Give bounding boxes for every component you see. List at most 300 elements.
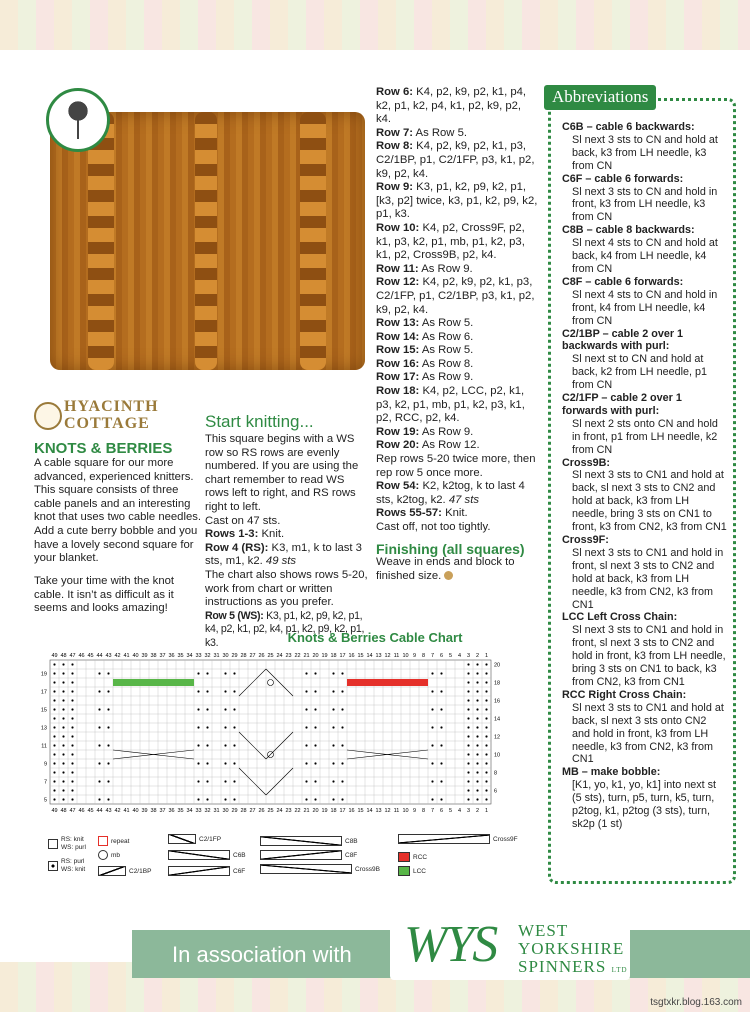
wys-company-name: WEST YORKSHIRE SPINNERS LTD [518, 921, 628, 976]
chart-title: Knots & Berries Cable Chart [287, 630, 463, 645]
row-label-left: 5 [43, 797, 47, 804]
row-instruction: Row 8: K4, p2, k9, p2, k1, p3, C2/1BP, p1, C2/1FP, p3, k1, p2, k9, p2, k4. [376, 140, 535, 180]
purl-dot [476, 717, 478, 719]
row-4: Row 4 (RS): K3, m1, k to last 3 sts, m1, k2. 49 sts [205, 541, 362, 568]
col-label: 19 [321, 653, 328, 659]
watermark: tsgtxkr.blog.163.com [650, 997, 742, 1008]
abbreviation-item: C6B – cable 6 backwards: Sl next 3 sts to CN and hold at back, k3 from LH needle, k3 from CN [562, 121, 718, 172]
row-label-left: 15 [40, 707, 47, 714]
purl-dot [305, 690, 307, 692]
purl-dot [53, 744, 55, 746]
rows-55-57: Rows 55-57: Knit. [376, 507, 468, 520]
col-label: 5 [448, 653, 453, 659]
purl-dot [71, 735, 73, 737]
lcc-bar [113, 679, 194, 686]
col-label: 1 [484, 808, 489, 814]
purl-dot [485, 780, 487, 782]
purl-dot [197, 726, 199, 728]
purl-dot [485, 672, 487, 674]
purl-dot [467, 753, 469, 755]
purl-dot [476, 708, 478, 710]
chart-legend [48, 830, 528, 880]
purl-dot [71, 672, 73, 674]
purl-dot [62, 690, 64, 692]
purl-dot [71, 789, 73, 791]
purl-dot [107, 762, 109, 764]
abbreviation-item: C8B – cable 8 backwards: Sl next 4 sts to CN and hold at back, k4 from LH needle, k4 from CN [562, 224, 718, 275]
knitted-square-photo [50, 112, 365, 370]
floral-border-top [0, 0, 750, 50]
purl-dot [476, 690, 478, 692]
col-label: 25 [267, 808, 274, 814]
rows-1-3: Rows 1-3: Knit. [205, 528, 285, 541]
purl-dot [98, 798, 100, 800]
purl-dot [485, 798, 487, 800]
purl-dot [206, 780, 208, 782]
col-label: 31 [213, 653, 220, 659]
col-label: 35 [177, 808, 184, 814]
purl-dot [107, 726, 109, 728]
purl-dot [467, 690, 469, 692]
cast-off: Cast off, not too tightly. [376, 521, 491, 533]
col-label: 21 [303, 808, 310, 814]
col-label: 9 [412, 653, 417, 659]
row-label-left: 9 [43, 761, 47, 768]
start-intro: This square begins with a WS row so RS rows are evenly numbered. If you are using the chart remember to read WS rows left to right, and RS rows right to left. [205, 433, 359, 513]
col-label: 16 [348, 808, 355, 814]
purl-dot [224, 726, 226, 728]
row-instruction: Row 11: As Row 9. [376, 262, 473, 275]
purl-dot [476, 663, 478, 665]
wys-logo: WYS [404, 916, 497, 973]
purl-dot [98, 708, 100, 710]
col-label: 30 [222, 808, 229, 814]
legend-c6b: C6B [168, 850, 246, 860]
purl-dot [485, 708, 487, 710]
row-5: Row 5 (WS): K3, p1, k2, p9, k2, p1, k4, p2, k1, p2, k4, p1, k2, p9, k2, p1, k3. [205, 609, 365, 649]
col-label: 7 [430, 808, 435, 814]
purl-dot [62, 753, 64, 755]
purl-dot [107, 798, 109, 800]
col-label: 20 [312, 808, 319, 814]
cable-chart [36, 646, 536, 816]
col-label: 18 [330, 653, 337, 659]
row-label-left: 7 [43, 779, 47, 786]
purl-dot [233, 708, 235, 710]
row-instruction: Row 17: As Row 9. [376, 371, 474, 384]
purl-dot [476, 780, 478, 782]
row-label-right: 18 [494, 680, 501, 687]
legend-c8b: C8B [260, 836, 358, 846]
col-label: 37 [159, 653, 166, 659]
purl-dot [476, 681, 478, 683]
purl-dot [224, 798, 226, 800]
col-label: 14 [366, 653, 373, 659]
purl-dot [467, 798, 469, 800]
abbreviation-item: C6F – cable 6 forwards: Sl next 3 sts to CN and hold in front, k3 from LH needle, k3 from CN [562, 172, 718, 224]
col-label: 47 [69, 808, 76, 814]
purl-dot [476, 753, 478, 755]
col-label: 27 [249, 653, 256, 659]
col-label: 32 [204, 808, 211, 814]
legend-lcc: LCC [398, 866, 426, 876]
col-label: 6 [439, 653, 444, 659]
finishing-heading: Finishing (all squares) [376, 540, 525, 557]
abbreviation-item: Cross9F: Sl next 3 sts to CN1 and hold in front, sl next 3 sts to CN2 and hold at back, k3 from LH needle, k3 from CN2, k3 from CN1 [562, 534, 724, 611]
purl-dot [107, 690, 109, 692]
purl-dot [485, 744, 487, 746]
col-label: 48 [60, 653, 67, 659]
purl-dot [53, 753, 55, 755]
purl-dot [485, 690, 487, 692]
col-label: 11 [393, 808, 400, 814]
row-instruction: Row 13: As Row 5. [376, 317, 474, 330]
col-label: 24 [276, 653, 283, 659]
row-label-right: 16 [494, 698, 501, 705]
col-label: 8 [421, 653, 426, 659]
col-label: 45 [87, 808, 94, 814]
purl-dot [305, 744, 307, 746]
purl-dot [71, 762, 73, 764]
purl-dot [431, 672, 433, 674]
purl-dot [476, 699, 478, 701]
legend-mb: mb [98, 850, 120, 860]
purl-dot [53, 735, 55, 737]
col-label: 5 [448, 808, 453, 814]
purl-dot [467, 762, 469, 764]
start-knitting-column [205, 433, 370, 651]
purl-dot [53, 798, 55, 800]
purl-dot [341, 726, 343, 728]
purl-dot [467, 699, 469, 701]
purl-dot [53, 672, 55, 674]
col-label: 13 [375, 808, 382, 814]
purl-dot [197, 762, 199, 764]
col-label: 28 [240, 808, 247, 814]
purl-dot [341, 672, 343, 674]
abbreviation-item: RCC Right Cross Chain: Sl next 3 sts to CN1 and hold at back, sl next 3 sts onto CN2 and hold in front, k3 from LH needle, k3 from CN2, k3 from CN1 [562, 688, 724, 766]
purl-dot [62, 708, 64, 710]
abbreviations-list [562, 121, 727, 831]
purl-dot [62, 681, 64, 683]
purl-dot [485, 726, 487, 728]
purl-dot [467, 780, 469, 782]
purl-dot [476, 726, 478, 728]
purl-dot [467, 663, 469, 665]
legend-c8f: C8F [260, 850, 357, 860]
col-label: 47 [69, 653, 76, 659]
col-label: 23 [285, 653, 292, 659]
legend-cross9b: Cross9B [260, 864, 380, 874]
purl-dot [341, 744, 343, 746]
purl-dot [467, 672, 469, 674]
col-label: 35 [177, 653, 184, 659]
col-label: 37 [159, 808, 166, 814]
col-label: 29 [231, 653, 238, 659]
purl-dot [305, 798, 307, 800]
purl-dot [62, 798, 64, 800]
row-instruction: Row 14: As Row 6. [376, 330, 474, 343]
purl-dot [71, 699, 73, 701]
col-label: 3 [466, 808, 471, 814]
row-instruction: Row 12: K4, p2, k9, p2, k1, p3, C2/1FP, p1, C2/1BP, p3, k1, p2, k9, p2, k4. [376, 276, 535, 316]
col-label: 38 [150, 808, 157, 814]
purl-dot [53, 663, 55, 665]
abbreviation-item: Cross9B: Sl next 3 sts to CN1 and hold at back, sl next 3 sts to CN2 and hold at back, k3 from LH needle, bring 3 sts on CN1 to front, k3 from CN2, k3 from CN1 [562, 456, 727, 534]
col-label: 31 [213, 808, 220, 814]
purl-dot [98, 780, 100, 782]
col-label: 3 [466, 653, 471, 659]
col-label: 20 [312, 653, 319, 659]
rows-list [376, 86, 538, 453]
purl-dot [431, 744, 433, 746]
row-instruction: Row 10: K4, p2, Cross9F, p2, k1, p3, k2, p1, mb, p1, k2, p3, k1, p2, Cross9B, p2, k4. [376, 221, 525, 262]
purl-dot [71, 753, 73, 755]
purl-dot [305, 726, 307, 728]
purl-dot [224, 744, 226, 746]
purl-dot [305, 780, 307, 782]
purl-dot [233, 690, 235, 692]
purl-dot [332, 798, 334, 800]
col-label: 2 [475, 653, 480, 659]
legend-c6f: C6F [168, 866, 245, 876]
purl-dot [197, 672, 199, 674]
row-label-right: 8 [494, 770, 498, 777]
col-label: 17 [339, 653, 346, 659]
purl-dot [53, 717, 55, 719]
purl-dot [197, 708, 199, 710]
purl-dot [53, 789, 55, 791]
purl-dot [314, 726, 316, 728]
purl-dot [341, 780, 343, 782]
cast-on: Cast on 47 sts. [205, 514, 281, 527]
col-label: 30 [222, 653, 229, 659]
purl-dot [305, 708, 307, 710]
purl-dot [440, 762, 442, 764]
purl-dot [98, 726, 100, 728]
purl-dot [467, 744, 469, 746]
col-label: 36 [168, 653, 175, 659]
purl-dot [485, 663, 487, 665]
purl-dot [233, 780, 235, 782]
purl-dot [332, 708, 334, 710]
purl-dot [314, 780, 316, 782]
purl-dot [314, 690, 316, 692]
cable-panel-center [195, 112, 217, 370]
purl-dot [431, 762, 433, 764]
abbreviation-item: C2/1BP – cable 2 over 1 backwards with purl: Sl next st to CN and hold at back, k2 from LH needle, p1 from CN [562, 327, 708, 392]
purl-dot [305, 672, 307, 674]
purl-dot [53, 726, 55, 728]
col-label: 45 [87, 653, 94, 659]
col-label: 48 [60, 808, 67, 814]
col-label: 46 [78, 653, 85, 659]
purl-dot [71, 681, 73, 683]
purl-dot [440, 780, 442, 782]
purl-dot [233, 798, 235, 800]
purl-dot [206, 672, 208, 674]
col-label: 43 [105, 653, 112, 659]
cable-panel-left [88, 112, 114, 370]
intro-paragraph-2: Take your time with the knot cable. It isn’t as difficult as it seems and looks amazing! [34, 575, 175, 615]
purl-dot [233, 762, 235, 764]
row-label-left: 19 [40, 671, 47, 678]
col-label: 49 [51, 808, 58, 814]
col-label: 14 [366, 808, 373, 814]
col-label: 24 [276, 808, 283, 814]
purl-dot [206, 726, 208, 728]
purl-dot [98, 744, 100, 746]
row-label-right: 14 [494, 716, 501, 723]
col-label: 15 [357, 653, 364, 659]
start-knitting-heading: Start knitting... [205, 412, 314, 431]
purl-dot [431, 798, 433, 800]
col-label: 1 [484, 653, 489, 659]
purl-dot [71, 780, 73, 782]
row-label-left: 13 [40, 725, 47, 732]
purl-dot [440, 744, 442, 746]
col-label: 42 [114, 653, 121, 659]
abbreviation-item: C2/1FP – cable 2 over 1 forwards with purl: Sl next 2 sts onto CN and hold in front, p1 from LH needle, k2 from CN [562, 392, 718, 456]
purl-dot [467, 708, 469, 710]
purl-dot [485, 753, 487, 755]
col-label: 6 [439, 808, 444, 814]
col-label: 16 [348, 653, 355, 659]
purl-dot [71, 717, 73, 719]
purl-dot [62, 717, 64, 719]
col-label: 26 [258, 808, 265, 814]
purl-dot [485, 789, 487, 791]
abbreviation-item: C8F – cable 6 forwards: Sl next 4 sts to CN and hold in front, k4 from LH needle, k4 from CN [562, 275, 718, 327]
purl-dot [206, 744, 208, 746]
col-label: 36 [168, 808, 175, 814]
purl-dot [71, 708, 73, 710]
cottage-logo-icon [34, 402, 62, 430]
legend-c21fp: C2/1FP [168, 834, 221, 844]
col-label: 13 [375, 653, 382, 659]
purl-dot [485, 771, 487, 773]
col-label: 41 [123, 808, 130, 814]
col-label: 33 [195, 808, 202, 814]
abbreviation-item: LCC Left Cross Chain: Sl next 3 sts to CN1 and hold in front, sl next 3 sts to CN2 and hold in front, k3 from LH needle, bring 3 sts on CN1 to back, k3 from CN2, k3 from CN1 [562, 611, 726, 688]
purl-dot [98, 672, 100, 674]
purl-dot [206, 690, 208, 692]
col-label: 38 [150, 653, 157, 659]
finishing-text: Weave in ends and block to finished size. [376, 556, 515, 582]
purl-dot [107, 780, 109, 782]
purl-dot [62, 735, 64, 737]
purl-dot [62, 789, 64, 791]
purl-dot [107, 744, 109, 746]
purl-dot [485, 717, 487, 719]
purl-dot [53, 762, 55, 764]
row-instruction: Row 9: K3, p1, k2, p9, k2, p1, [k3, p2] twice, k3, p1, k2, p9, k2, p1, k3. [376, 181, 538, 221]
rcc-bar [347, 679, 428, 686]
purl-dot [476, 762, 478, 764]
knots-berries-heading: KNOTS & BERRIES [34, 440, 173, 457]
purl-dot [107, 708, 109, 710]
col-label: 42 [114, 808, 121, 814]
legend-purl: RS: purl WS: knit [48, 858, 85, 874]
purl-dot [206, 762, 208, 764]
purl-dot [62, 663, 64, 665]
purl-dot [332, 744, 334, 746]
purl-dot [476, 798, 478, 800]
row-instruction: Row 20: As Row 12. [376, 439, 480, 452]
col-label: 17 [339, 808, 346, 814]
purl-dot [53, 780, 55, 782]
purl-dot [62, 771, 64, 773]
purl-dot [224, 708, 226, 710]
col-label: 10 [402, 653, 409, 659]
purl-dot [476, 744, 478, 746]
purl-dot [314, 708, 316, 710]
purl-dot [206, 708, 208, 710]
purl-dot [314, 762, 316, 764]
row-label-right: 20 [494, 662, 501, 669]
row-label-right: 12 [494, 734, 501, 741]
purl-dot [476, 771, 478, 773]
purl-dot [224, 762, 226, 764]
purl-dot [341, 690, 343, 692]
row-label-left: 17 [40, 689, 47, 696]
col-label: 25 [267, 653, 274, 659]
col-label: 44 [96, 808, 103, 814]
purl-dot [62, 780, 64, 782]
purl-dot [53, 690, 55, 692]
col-label: 22 [294, 653, 301, 659]
purl-dot [485, 762, 487, 764]
col-label: 44 [96, 653, 103, 659]
purl-dot [314, 672, 316, 674]
col-label: 23 [285, 808, 292, 814]
row-instruction: Row 18: K4, p2, LCC, p2, k1, p3, k2, p1, mb, p1, k2, p3, k1, p2, RCC, p2, k4. [376, 385, 525, 425]
col-label: 39 [141, 808, 148, 814]
row-instruction: Row 16: As Row 8. [376, 357, 474, 370]
cable-panel-right [300, 112, 326, 370]
legend-cross9f: Cross9F [398, 834, 518, 844]
purl-dot [53, 771, 55, 773]
row-instruction: Row 19: As Row 9. [376, 425, 474, 438]
col-label: 32 [204, 653, 211, 659]
purl-dot [485, 735, 487, 737]
purl-dot [467, 681, 469, 683]
col-label: 21 [303, 653, 310, 659]
purl-dot [440, 798, 442, 800]
purl-dot [467, 789, 469, 791]
purl-dot [53, 699, 55, 701]
purl-dot [206, 798, 208, 800]
purl-dot [71, 690, 73, 692]
row-instruction: Row 7: As Row 5. [376, 126, 468, 139]
purl-dot [467, 771, 469, 773]
purl-dot [332, 690, 334, 692]
col-label: 15 [357, 808, 364, 814]
legend-knit: RS: knit WS: purl [48, 836, 86, 852]
col-label: 43 [105, 808, 112, 814]
legend-c21bp: C2/1BP [98, 866, 151, 876]
purl-dot [431, 780, 433, 782]
chart-note: The chart also shows rows 5-20, work from chart or written instructions as you prefer. [205, 568, 368, 609]
purl-dot [224, 780, 226, 782]
col-label: 7 [430, 653, 435, 659]
legend-repeat: repeat [98, 836, 129, 846]
col-label: 12 [384, 653, 391, 659]
purl-dot [476, 672, 478, 674]
purl-dot [341, 762, 343, 764]
col-label: 2 [475, 808, 480, 814]
col-label: 8 [421, 808, 426, 814]
